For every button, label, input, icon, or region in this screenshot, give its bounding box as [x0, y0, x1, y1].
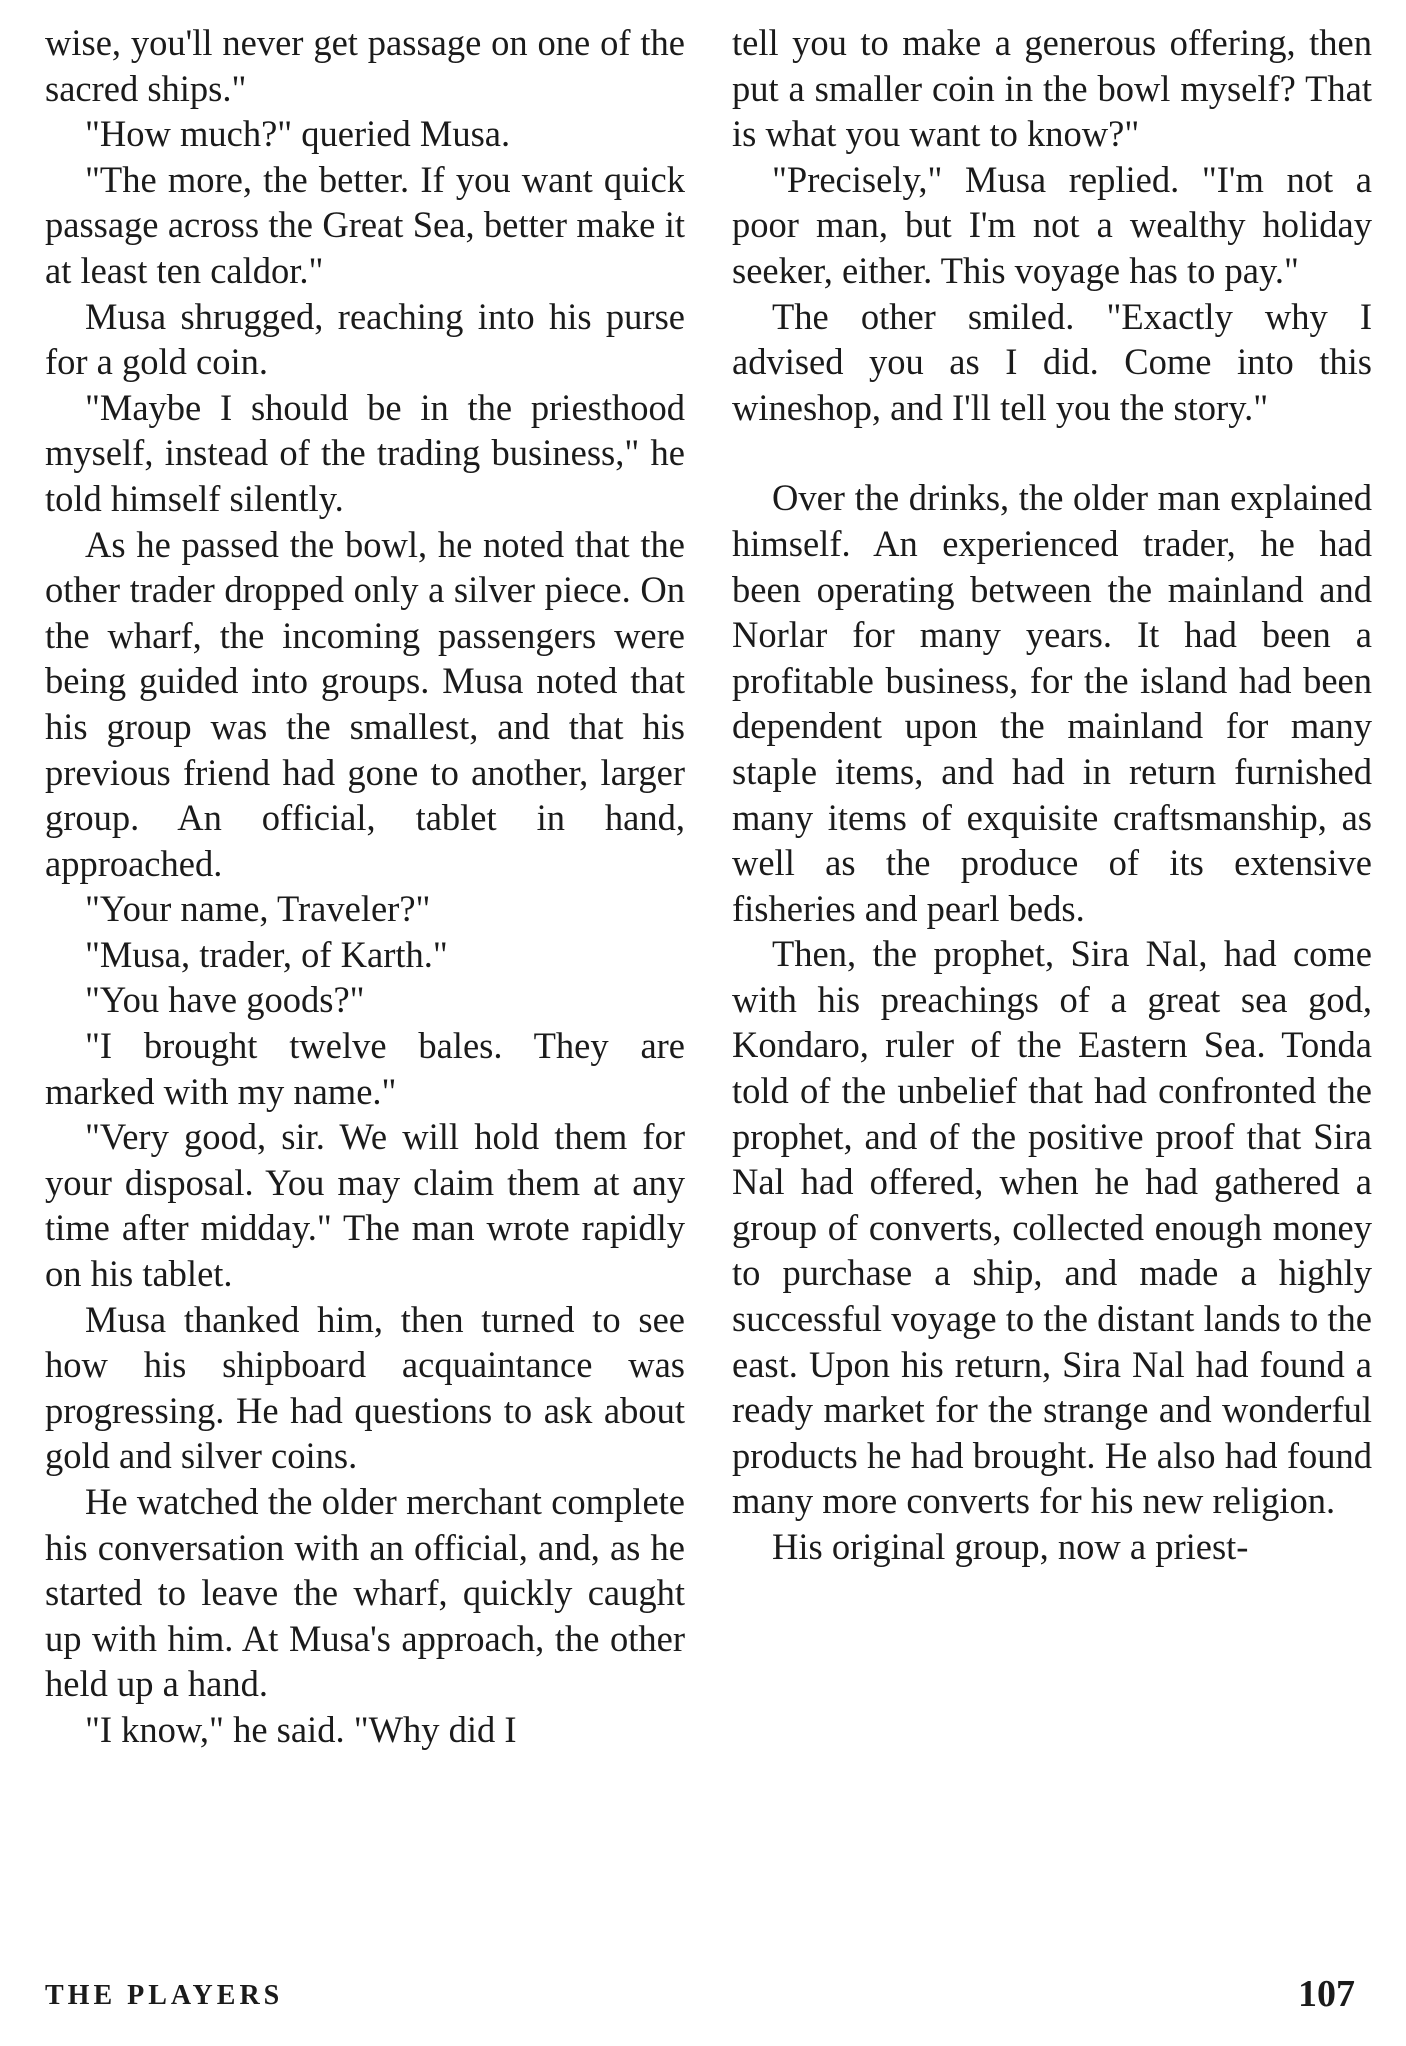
paragraph: "Your name, Traveler?"	[85, 888, 431, 930]
paragraph: His original group, now a priest-	[772, 1526, 1249, 1567]
paragraph: Musa shrugged, reaching into his purse for a gold coin.	[45, 295, 685, 383]
paragraph: "Very good, sir. We will hold them for your disposal. You may claim them at any time after midday." The man wrote rapidly on his tablet.	[45, 1116, 685, 1295]
paragraph: "Precisely," Musa replied. "I'm not a poor man, but I'm not a wealthy holiday seeker, either. This voyage has to pay."	[732, 158, 1372, 291]
paragraph: tell you to make a generous offering, then put a smaller coin in the bowl myself? That is what you want to know?"	[732, 22, 1372, 155]
paragraph: Then, the prophet, Sira Nal, had come with his preachings of a great sea god, Kondaro, ruler of the Eastern Sea. Tonda told of the unbelief that had confronted the prophet, and of the positive proof that Sira Nal had offered, when he had gathered a group of converts, collected enough money to purchase a ship, and made a highly successful voyage to the distant lands to the east. Upon his return, Sira Nal had found a ready market for the strange and wonderful products he had brought. He also had found many more converts for his new religion.	[732, 933, 1372, 1522]
paragraph: "Maybe I should be in the priesthood myself, instead of the trading business," he told himself silently.	[45, 386, 685, 519]
paragraph: He watched the older merchant complete his conversation with an official, and, as he started to leave the wharf, quickly caught up with him. At Musa's approach, the other held up a hand.	[45, 1481, 685, 1705]
paragraph: As he passed the bowl, he noted that the other trader dropped only a silver piece. On the wharf, the incoming passengers were being guided into groups. Musa noted that his group was the smallest, and that his previous friend had gone to another, larger group. An official, tablet in hand, approached.	[45, 523, 685, 884]
paragraph: "How much?" queried Musa.	[85, 113, 511, 155]
paragraph: The other smiled. "Exactly why I advised you as I did. Come into this wineshop, and I'll tell you the story."	[732, 295, 1372, 428]
paragraph: "The more, the better. If you want quick passage across the Great Sea, better make it at least ten caldor."	[45, 158, 685, 291]
right-column	[732, 20, 1372, 1570]
paragraph: Over the drinks, the older man explained himself. An experienced trader, he had been operating between the mainland and Norlar for many years. It had been a profitable business, for the island had been dependent upon the mainland for many staple items, and had in return furnished many items of exquisite craftsmanship, as well as the produce of its extensive fisheries and pearl beds.	[732, 477, 1372, 929]
running-title: THE PLAYERS	[45, 1980, 284, 2011]
page-number: 107	[1298, 1973, 1355, 2015]
left-column	[45, 20, 685, 1753]
paragraph: "You have goods?"	[85, 979, 365, 1021]
paragraph: wise, you'll never get passage on one of the sacred ships."	[45, 22, 685, 109]
paragraph: "Musa, trader, of Karth."	[85, 933, 448, 975]
page-footer	[45, 1972, 1355, 2022]
paragraph: "I brought twelve bales. They are marked with my name."	[45, 1025, 685, 1112]
paragraph: Musa thanked him, then turned to see how his shipboard acquaintance was progressing. He had questions to ask about gold and silver coins.	[45, 1298, 685, 1477]
paragraph: "I know," he said. "Why did I	[85, 1708, 517, 1750]
